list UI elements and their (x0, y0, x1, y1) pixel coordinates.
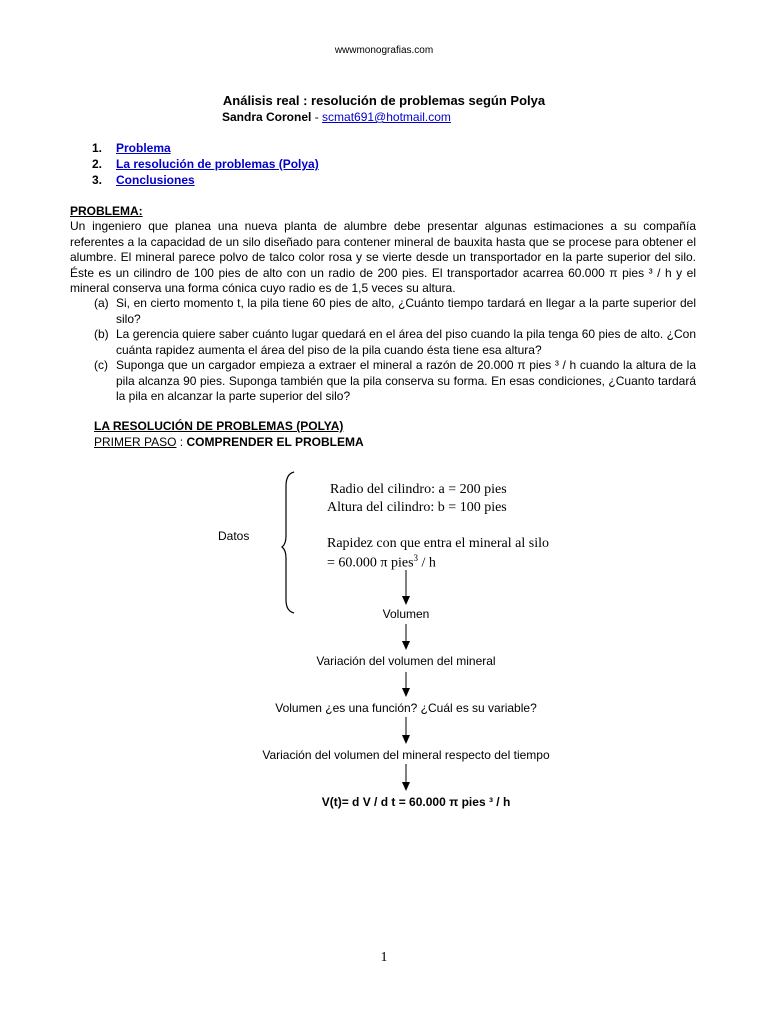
toc-num: 3. (92, 173, 103, 187)
toc-link-problema[interactable]: Problema (116, 141, 171, 155)
author-email-link[interactable]: scmat691@hotmail.com (322, 110, 451, 124)
data-rapidez-value (327, 553, 436, 572)
item-label: (a) (94, 296, 109, 310)
page-number: 1 (380, 950, 388, 965)
data-altura: Altura del cilindro: b = 100 pies (327, 500, 507, 515)
item-label: (c) (94, 358, 108, 372)
step-title: COMPRENDER EL PROBLEMA (186, 435, 364, 449)
data-rapidez-exponent: 3 (413, 553, 419, 563)
site-header: wwwmonografias.com (334, 45, 434, 56)
arrow-2 (402, 624, 410, 650)
item-label: (b) (94, 327, 109, 341)
node-volumen: Volumen (382, 607, 430, 621)
data-rapidez-suffix: / h (418, 555, 436, 571)
toc-link-conclusiones[interactable]: Conclusiones (116, 173, 195, 187)
item-text: La gerencia quiere saber cuánto lugar quedará en el área del piso cuando la pila tenga 60 pies de alto. ¿Con cuánta rapidez aumenta el área del piso de la pila cuando ésta tiene esa altura? (116, 327, 696, 357)
author-name: Sandra Coronel (222, 110, 312, 124)
data-rapidez: Rapidez con que entra el mineral al silo (327, 536, 549, 551)
document-title: Análisis real : resolución de problemas según Polya (222, 93, 546, 108)
arrow-4 (402, 717, 410, 744)
data-radio: Radio del cilindro: a = 200 pies (330, 482, 507, 497)
arrow-3 (402, 672, 410, 697)
author-separator: - (311, 110, 323, 124)
arrow-1 (402, 570, 410, 605)
item-text: Si, en cierto momento t, la pila tiene 60 pies de alto, ¿Cuánto tiempo tardará en llegar a la parte superior del silo? (116, 296, 696, 326)
arrow-5 (402, 764, 410, 791)
item-text: Suponga que un cargador empieza a extraer el mineral a razón de 20.000 π pies ³ / h cuando la altura de la pila alcanza 90 pies. Suponga también que la pila conserva su forma. En esas condiciones, ¿Cuanto tardará la pila en alcanzar la parte superior del silo? (116, 358, 696, 403)
node-variacion-volumen: Variación del volumen del mineral (316, 654, 496, 668)
step-separator: : (176, 435, 187, 449)
toc-num: 1. (92, 141, 103, 155)
toc-link-resolucion[interactable]: La resolución de problemas (Polya) (116, 157, 319, 171)
formula: V(t)= d V / d t = 60.000 π pies ³ / h (321, 795, 511, 809)
problem-intro: Un ingeniero que planea una nueva planta de alumbre debe presentar algunas estimaciones a su compañía referentes a la capacidad de un silo diseñado para contener mineral de bauxita hasta que se procese para obtener el alumbre. El mineral parece polvo de talco color rosa y se vierte desde un transportador en la parte superior del silo. Éste es un cilindro de 100 pies de alto con un radio de 200 pies. El transportador acarrea 60.000 π pies ³ / h y el mineral conserva una forma cónica cuyo radio es de 1,5 veces su altura. (70, 219, 696, 295)
datos-label: Datos (218, 529, 250, 543)
toc-num: 2. (92, 157, 103, 171)
node-volumen-funcion: Volumen ¿es una función? ¿Cuál es su variable? (275, 701, 537, 715)
data-brace (282, 472, 294, 613)
resolution-heading: LA RESOLUCIÓN DE PROBLEMAS (POLYA) (94, 419, 344, 433)
step-label: PRIMER PASO (94, 435, 177, 449)
node-variacion-tiempo: Variación del volumen del mineral respecto del tiempo (262, 748, 550, 762)
data-rapidez-prefix: = 60.000 π pies (327, 555, 414, 571)
problem-heading: PROBLEMA: (70, 204, 143, 218)
